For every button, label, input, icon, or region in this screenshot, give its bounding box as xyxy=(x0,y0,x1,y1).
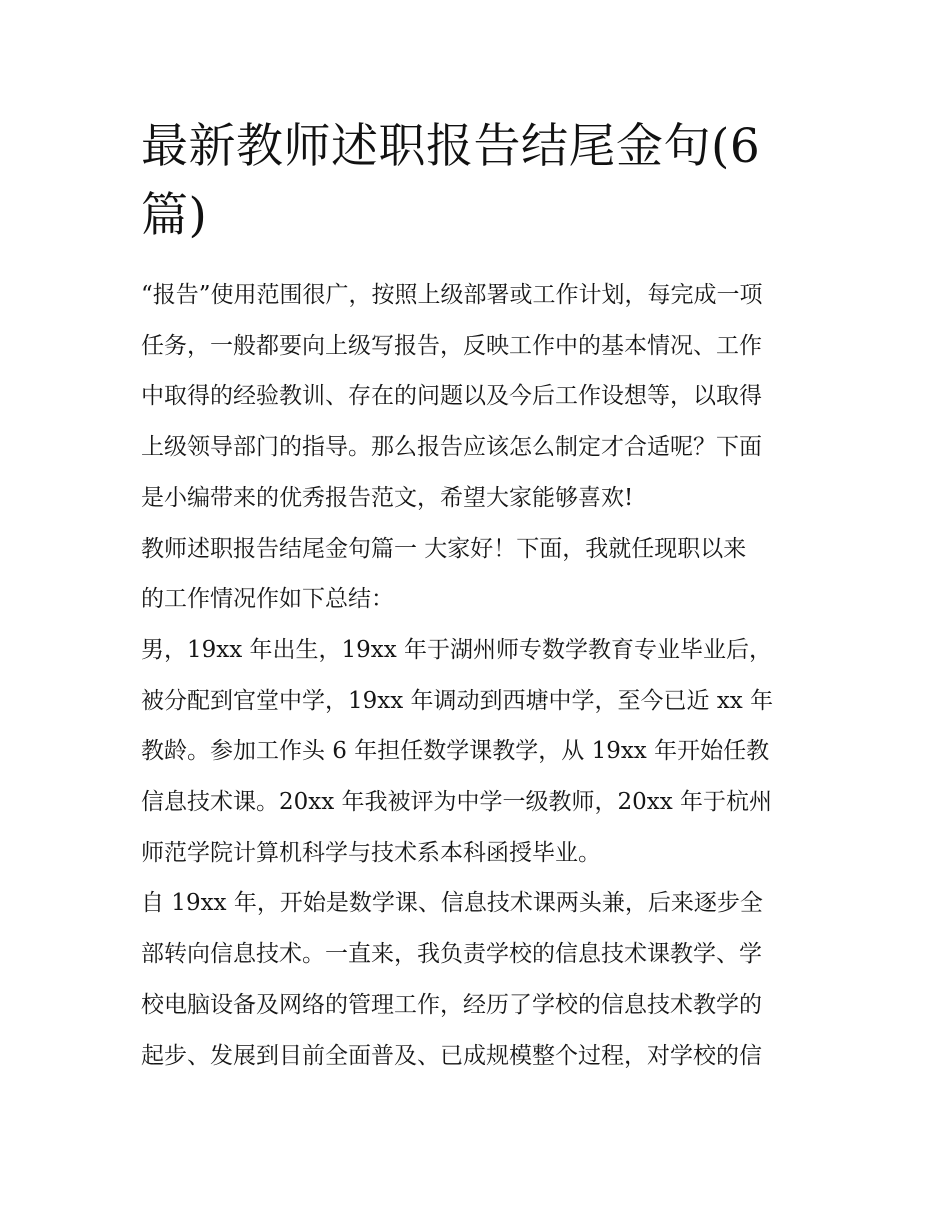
text-line: 信息技术课。20xx 年我被评为中学一级教师，20xx 年于杭州 xyxy=(141,789,773,816)
document-body xyxy=(141,270,813,1081)
text-line: 教龄。参加工作头 6 年担任数学课教学，从 19xx 年开始任教 xyxy=(141,738,770,765)
text-line: 上级领导部门的指导。那么报告应该怎么制定才合适呢？下面 xyxy=(141,434,762,461)
text-line: 师范学院计算机科学与技术系本科函授毕业。 xyxy=(141,839,601,866)
text-line: 校电脑设备及网络的管理工作，经历了学校的信息技术教学的 xyxy=(141,991,762,1018)
text-line: 部转向信息技术。一直来，我负责学校的信息技术课教学、学 xyxy=(141,941,762,968)
text-line: 被分配到官堂中学，19xx 年调动到西塘中学，至今已近 xx 年 xyxy=(141,687,774,714)
paragraph-work-history xyxy=(141,878,813,1081)
text-line: 中取得的经验教训、存在的问题以及今后工作设想等，以取得 xyxy=(141,383,762,410)
title-line-1: 最新教师述职报告结尾金句(6 xyxy=(141,119,761,174)
text-line: 起步、发展到目前全面普及、已成规模整个过程，对学校的信 xyxy=(141,1042,762,1069)
text-line: 的工作情况作如下总结： xyxy=(141,586,394,613)
title-line-2: 篇) xyxy=(141,188,208,243)
document-page xyxy=(141,112,813,1081)
paragraph-background xyxy=(141,625,813,879)
paragraph-section-one xyxy=(141,524,813,625)
paragraph-intro xyxy=(141,270,813,524)
text-line: 任务，一般都要向上级写报告，反映工作中的基本情况、工作 xyxy=(141,332,762,359)
text-line: “报告”使用范围很广，按照上级部署或工作计划，每完成一项 xyxy=(141,282,763,308)
text-line: 教师述职报告结尾金句篇一 大家好！下面，我就任现职以来 xyxy=(141,535,747,562)
text-line: 男，19xx 年出生，19xx 年于湖州师专数学教育专业毕业后， xyxy=(141,636,773,663)
document-title xyxy=(141,112,813,250)
text-line: 自 19xx 年，开始是数学课、信息技术课两头兼，后来逐步全 xyxy=(141,890,763,917)
text-line: 是小编带来的优秀报告范文，希望大家能够喜欢! xyxy=(141,484,634,511)
